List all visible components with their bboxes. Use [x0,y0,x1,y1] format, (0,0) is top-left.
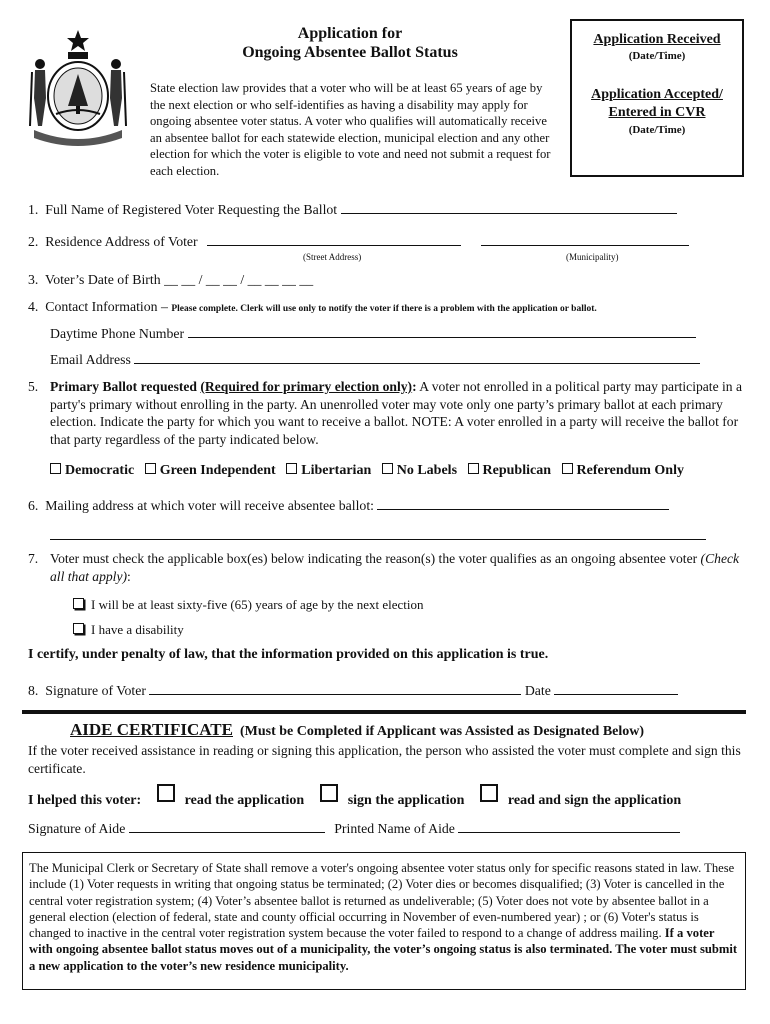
termination-notice [22,852,746,990]
aide-signature-label: Signature of Aide [28,821,126,836]
reason-age-label: I will be at least sixty-five (65) years of age by the next election [91,597,424,612]
termination-text: The Municipal Clerk or Secretary of State shall remove a voter's ongoing absentee voter status only for specific reasons stated in law. These include (1) Voter requests in writing that ongoing status be terminated; (2) Voter dies or becomes disqualified; (3) Voter is cancelled in the central voter registration system; (4) Voter’s absentee ballot is returned as undeliverable; (5) Voter does not vote by absentee ballot in a general election (election of federal, state and county official occurring in November of even-numbered year) ; or (6) Voter's status is changed to inactive in the central voter registration system because the voter failed to respond to a change of address mailing. [29,861,735,941]
email-field[interactable] [134,351,700,364]
checkbox-icon[interactable] [286,463,297,474]
q5-primary-ballot [28,378,743,448]
aide-read-sign-option[interactable]: read and sign the application [507,793,682,808]
email-row [50,351,700,368]
aide-certificate-title [70,720,644,740]
q1-full-name [28,201,677,218]
aide-title: AIDE CERTIFICATE [70,720,233,739]
q5-colon: : [412,379,417,394]
application-received-label: Application Received [593,32,721,47]
title-line-1: Application for [297,25,403,42]
checkbox-icon[interactable] [145,463,156,474]
phone-row [50,325,696,342]
section-divider [22,710,746,714]
certify-statement: I certify, under penalty of law, that the information provided on this application is true. [28,647,549,662]
form-title [150,24,550,62]
checkbox-icon[interactable] [157,784,175,802]
q2-number: 2. [28,234,39,249]
q4-number: 4. [28,299,39,314]
aide-subtitle: (Must be Completed if Applicant was Assisted as Designated Below) [239,724,645,739]
q4-label: Contact Information [45,299,158,314]
reason-disability[interactable] [73,622,184,638]
municipality-field[interactable] [481,233,689,246]
q5-number: 5. [28,379,39,394]
aide-helped-row [28,784,681,809]
phone-label: Daytime Phone Number [50,326,185,341]
q5-text: A voter not enrolled in a political party may participate in a party's primary without enrolling in the party. An unenrolled voter may vote only one party’s primary ballot at each primary election. Indicate the party for which you want to receive a ballot. NOTE: A voter enrolled in a party will receive the ballot for that party regardless of the party indicated below. [50,379,743,447]
received-datetime-label: (Date/Time) [628,50,686,62]
checkbox-icon[interactable] [73,598,84,609]
aide-signature-field[interactable] [129,820,325,833]
checkbox-icon[interactable] [468,463,479,474]
q3-dob [28,272,313,288]
checkbox-icon[interactable] [382,463,393,474]
q5-required: (Required for primary election only) [200,379,413,394]
q1-label: Full Name of Registered Voter Requesting the Ballot [45,202,338,217]
checkbox-icon[interactable] [50,463,61,474]
party-republican[interactable]: Republican [468,463,551,478]
full-name-field[interactable] [341,201,677,214]
q7-italic: (Check all that apply) [50,551,740,584]
party-options [50,463,684,479]
street-address-caption: (Street Address) [303,252,362,262]
state-seal [26,26,130,150]
aide-printed-label: Printed Name of Aide [334,821,455,836]
reason-age-65[interactable] [73,597,423,613]
phone-field[interactable] [188,325,696,338]
q6-label: Mailing address at which voter will receive absentee ballot: [45,498,374,513]
q7-text: Voter must check the applicable box(es) below indicating the reason(s) the voter qualifies as an ongoing absentee voter [50,551,698,566]
accepted-line-1: Application Accepted/ [591,87,723,102]
date-label: Date [524,683,551,698]
q7-colon: : [127,568,131,584]
municipality-caption: (Municipality) [566,252,619,262]
party-no-labels[interactable]: No Labels [382,463,457,478]
intro-text: State election law provides that a voter who will be at least 65 years of age by the next election or who self-identifies as having a disability may apply for ongoing absentee voter status. A voter who qualifies will automatically receive an absentee ballot for each statewide election, municipal election and any other election for which the voter is eligible to vote and need not submit a request for each election. [150,81,551,178]
mailing-address-field[interactable] [377,497,669,510]
aide-read-option[interactable]: read the application [184,793,305,808]
aide-signature-row [28,820,680,837]
helped-label: I helped this voter: [28,793,142,808]
q7-number: 7. [28,551,39,566]
checkbox-icon[interactable] [73,623,84,634]
accepted-line-2: Entered in CVR [608,105,706,120]
voter-signature-field[interactable] [149,682,521,695]
office-use-box [570,19,744,177]
termination-bold: If a voter with ongoing absentee ballot status moves out of a municipality, the voter’s ongoing status is also terminated. The voter must submit a new application to the voter’s new residence municipality. [29,926,738,973]
q4-dash: – [160,299,168,314]
party-democratic[interactable]: Democratic [50,463,134,478]
application-accepted-label [572,86,742,122]
q8-signature [28,682,678,699]
q4-contact [28,299,597,315]
street-address-field[interactable] [207,233,461,246]
dob-field[interactable]: __ __ / __ __ / __ __ __ __ [164,272,314,287]
checkbox-icon[interactable] [562,463,573,474]
aide-text: If the voter received assistance in reading or signing this application, the person who assisted the voter must complete and sign this certificate. [28,743,741,776]
mailing-address-field-2[interactable] [50,527,706,540]
checkbox-icon[interactable] [480,784,498,802]
q3-number: 3. [28,272,39,287]
title-line-2: Ongoing Absentee Ballot Status [242,44,458,61]
reason-disability-label: I have a disability [91,622,184,637]
q2-label: Residence Address of Voter [45,234,198,249]
q6-mailing [28,497,669,514]
q3-label: Voter’s Date of Birth [45,272,161,287]
checkbox-icon[interactable] [320,784,338,802]
q6-number: 6. [28,498,39,513]
q5-label: Primary Ballot requested [50,379,197,394]
aide-printed-field[interactable] [458,820,680,833]
contact-note: Please complete. Clerk will use only to notify the voter if there is a problem with the application or ballot. [171,304,597,314]
q8-number: 8. [28,683,39,698]
date-field[interactable] [554,682,678,695]
q1-number: 1. [28,202,39,217]
q7-reasons [28,550,743,585]
party-green-independent[interactable]: Green Independent [145,463,276,478]
aide-sign-option[interactable]: sign the application [347,793,465,808]
party-referendum-only[interactable]: Referendum Only [562,463,684,478]
q2-residence [28,233,689,250]
accepted-datetime-label: (Date/Time) [628,124,686,136]
party-libertarian[interactable]: Libertarian [286,463,371,478]
email-label: Email Address [50,352,131,367]
q8-label: Signature of Voter [45,683,146,698]
